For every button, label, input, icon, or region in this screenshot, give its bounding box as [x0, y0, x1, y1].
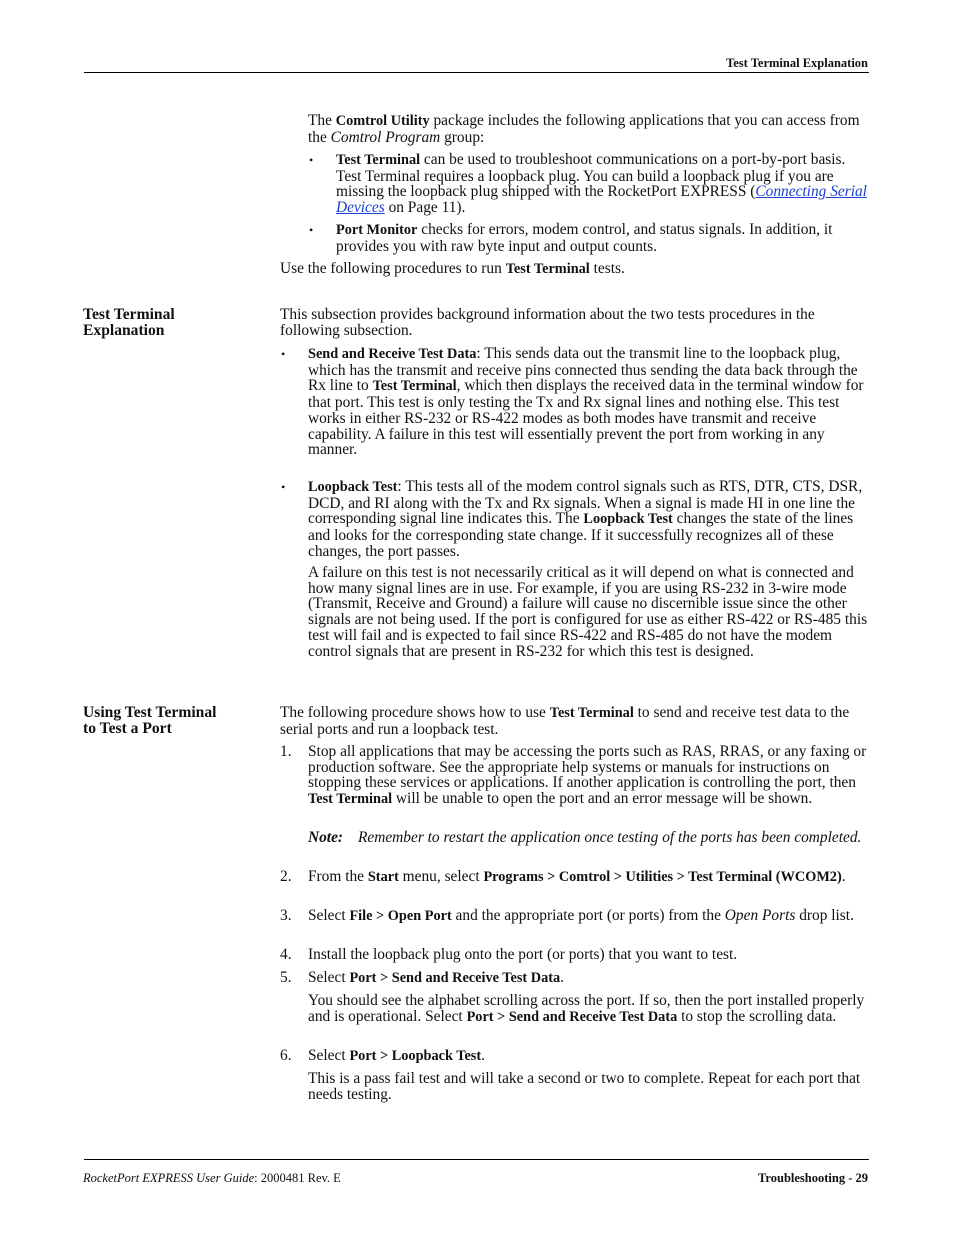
footer-document-title: RocketPort EXPRESS User Guide: 2000481 Rev. E: [83, 1171, 341, 1185]
section1-intro: This subsection provides background information about the two tests procedures in the following subsection.: [280, 306, 815, 339]
bullet-loopback-test: Loopback Test: This tests all of the modem control signals such as RTS, DTR, CTS, DSR, DCD, and RI along with the Tx and Rx signals. When a signal is made HI in one line the corresponding signal line indicates this. The Loopback Test changes the state of the lines and looks for the corresponding state change. If it successfully recognizes all of these changes, the port passes.: [308, 478, 863, 560]
loopback-failure-paragraph: A failure on this test is not necessarily critical as it will depend on what is connected and how many signal lines are in use. For example, if you are using RS-232 in 3-wire mode (Transmit, Receive and Ground) a failure will cause no discernible issue since the other signals are not being used. If the port is configured for use as either RS-422 or RS-485 this test will fail and is expected to fail since RS-422 and RS-485 do not have the modem control signals that are present in RS-232 for which this test is designed.: [308, 564, 868, 660]
intro-bullet-test-terminal: Test Terminal can be used to troubleshoot communications on a port-by-port basis. Test Terminal requires a loopback plug. You can build a loopback plug if you are missing the loopback plug shipped with the RocketPort EXPRESS (Connecting Serial Devices on Page 11).: [336, 151, 867, 217]
note-callout: [308, 830, 873, 846]
note-label: Note:: [308, 829, 344, 846]
bullet-icon: •: [309, 223, 314, 237]
step-6: Select Port > Loopback Test.: [308, 1047, 485, 1064]
intro-bullet-port-monitor: Port Monitor checks for errors, modem control, and status signals. In addition, it provides you with raw byte input and output counts.: [336, 221, 833, 255]
running-header: Test Terminal Explanation: [726, 56, 868, 70]
bullet-icon: •: [281, 480, 286, 494]
step-6-detail: This is a pass fail test and will take a second or two to complete. Repeat for each port that needs testing.: [308, 1070, 861, 1103]
step-number: 5.: [280, 969, 292, 986]
bullet-send-receive-test: Send and Receive Test Data: This sends data out the transmit line to the loopback plug, which has the transmit and receive pins connected thus sending the data back through the Rx line to Test Terminal, which then displays the received data in the terminal window for that port. This test is only testing the Tx and Rx signal lines and nothing else. This test works in either RS-232 or RS-422 modes as both modes have transmit and receive capability. A failure in this test will essentially prevent the port from working in any manner.: [308, 345, 864, 459]
bullet-icon: •: [281, 347, 286, 361]
step-5-detail: You should see the alphabet scrolling across the port. If so, then the port installed properly and is operational. Select Port > Send and Receive Test Data to stop the scrolling data.: [308, 992, 865, 1025]
bullet-icon: •: [309, 153, 314, 167]
note-text: Remember to restart the application once testing of the ports has been completed.: [358, 829, 862, 846]
intro-paragraph: The Comtrol Utility package includes the following applications that you can access from the Comtrol Program group:: [308, 112, 860, 146]
section-heading-test-terminal-explanation: Test Terminal Explanation: [83, 306, 175, 339]
step-number: 1.: [280, 743, 292, 760]
step-number: 2.: [280, 868, 292, 885]
step-number: 6.: [280, 1047, 292, 1064]
step-1: Stop all applications that may be accessing the ports such as RAS, RRAS, or any faxing or production software. See the appropriate help systems or manuals for instructions on stopping these services or applications. If another application is controlling the port, then Test Terminal will be unable to open the port and an error message will be shown.: [308, 743, 867, 808]
step-5: Select Port > Send and Receive Test Data.: [308, 969, 564, 986]
section-heading-using-test-terminal: Using Test Terminal to Test a Port: [83, 704, 217, 737]
step-number: 3.: [280, 907, 292, 924]
step-number: 4.: [280, 946, 292, 963]
connecting-serial-devices-link[interactable]: Connecting Serial Devices: [336, 183, 867, 217]
step-4: Install the loopback plug onto the port (or ports) that you want to test.: [308, 946, 738, 963]
footer-rule: [84, 1159, 869, 1160]
step-2: From the Start menu, select Programs > Comtrol > Utilities > Test Terminal (WCOM2).: [308, 868, 846, 885]
footer-page-number: Troubleshooting - 29: [758, 1171, 868, 1185]
section2-intro: The following procedure shows how to use Test Terminal to send and receive test data to the serial ports and run a loopback test.: [280, 704, 850, 738]
step-3: Select File > Open Port and the appropriate port (or ports) from the Open Ports drop list.: [308, 907, 854, 924]
header-rule: [84, 72, 869, 73]
intro-run-procedures: Use the following procedures to run Test Terminal tests.: [280, 260, 625, 277]
